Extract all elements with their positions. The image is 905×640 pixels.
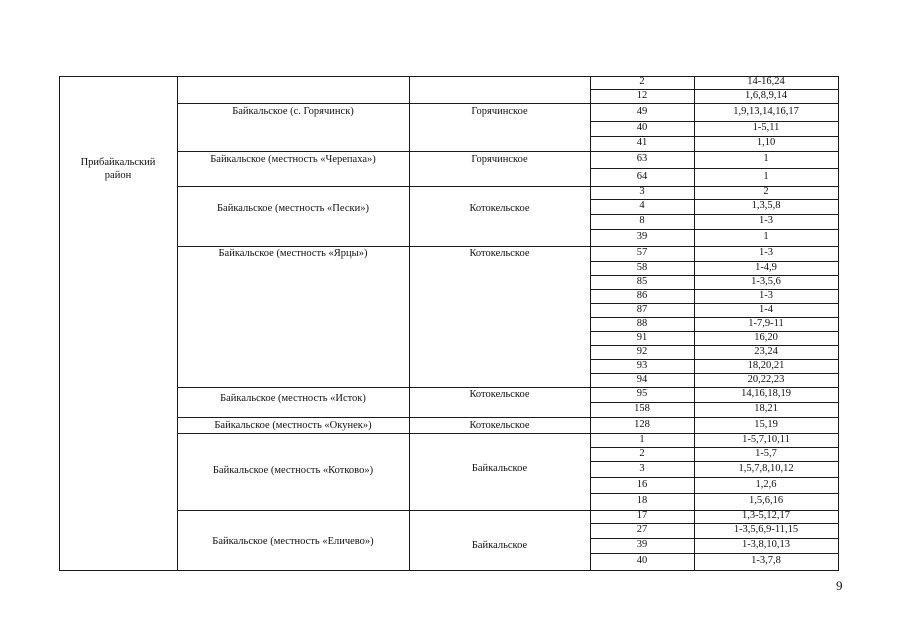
quarter-number: 16 [636, 479, 648, 490]
row-line [590, 168, 839, 169]
quarter-number: 64 [636, 171, 648, 182]
municipality-name: Котокельское [469, 248, 530, 259]
quarter-number: 4 [639, 200, 645, 211]
lot-numbers: 1,5,7,8,10,12 [738, 463, 794, 474]
lot-numbers: 1,5,6,16 [748, 495, 784, 506]
lot-numbers: 1-5,7 [755, 448, 777, 459]
settlement-name: Байкальское (местность «Черепаха») [210, 154, 376, 165]
quarter-number: 2 [639, 76, 645, 87]
row-line [590, 246, 839, 247]
row-line [590, 461, 839, 462]
table-bottom-border [59, 570, 839, 571]
quarter-number: 63 [636, 153, 648, 164]
municipality-name: Байкальское [471, 540, 528, 551]
quarter-number: 12 [636, 90, 648, 101]
row-line [590, 359, 839, 360]
municipality-name: Горячинское [471, 106, 528, 117]
lot-numbers: 18,20,21 [747, 360, 785, 371]
group-line [177, 186, 591, 187]
row-line [590, 417, 839, 418]
row-line [590, 89, 839, 90]
lot-numbers: 1-3 [759, 290, 773, 301]
lot-numbers: 18,21 [754, 403, 778, 414]
lot-numbers: 1,2,6 [755, 479, 777, 490]
quarter-number: 87 [636, 304, 648, 315]
row-line [590, 447, 839, 448]
row-line [590, 331, 839, 332]
group-line [177, 103, 591, 104]
lot-numbers: 1 [763, 153, 769, 164]
municipality-name: Байкальское [471, 463, 528, 474]
quarter-number: 92 [636, 346, 648, 357]
group-line [177, 510, 591, 511]
lot-numbers: 14,16,18,19 [741, 388, 791, 399]
row-line [590, 261, 839, 262]
settlement-name: Байкальское (местность «Исток) [220, 393, 366, 404]
row-line [590, 523, 839, 524]
settlement-name: Байкальское (с. Горячинск) [232, 106, 354, 117]
quarter-number: 2 [639, 448, 645, 459]
row-line [590, 387, 839, 388]
group-line [177, 151, 591, 152]
row-line [590, 103, 839, 104]
lot-numbers: 1-3 [759, 247, 773, 258]
page-number: 9 [836, 578, 843, 593]
quarter-number: 58 [636, 262, 648, 273]
lot-numbers: 1-3,5,6,9-11,15 [733, 524, 799, 535]
quarter-number: 41 [636, 137, 648, 148]
region-label: Прибайкальский район [80, 157, 156, 181]
quarter-number: 93 [636, 360, 648, 371]
lot-numbers: 16,20 [754, 332, 778, 343]
row-line [590, 477, 839, 478]
row-line [590, 214, 839, 215]
lot-numbers: 1-5,11 [752, 122, 780, 133]
lot-numbers: 2 [763, 186, 769, 197]
municipality-name: Котокельское [469, 420, 530, 431]
lot-numbers: 1 [763, 171, 769, 182]
row-line [590, 151, 839, 152]
quarter-number: 39 [636, 231, 648, 242]
row-line [590, 402, 839, 403]
lot-numbers: 1,10 [756, 137, 776, 148]
group-line [177, 417, 591, 418]
group-line [177, 387, 591, 388]
row-line [590, 553, 839, 554]
quarter-number: 27 [636, 524, 648, 535]
quarter-number: 17 [636, 510, 648, 521]
row-line [590, 493, 839, 494]
lot-numbers: 1-7,9-11 [748, 318, 784, 329]
lot-numbers: 1,3,5,8 [751, 200, 781, 211]
quarter-number: 57 [636, 247, 648, 258]
lot-numbers: 1-4,9 [755, 262, 777, 273]
row-line [590, 121, 839, 122]
row-line [590, 229, 839, 230]
settlement-name: Байкальское (местность «Пески») [217, 203, 369, 214]
lot-numbers: 1,3-5,12,17 [741, 510, 791, 521]
quarter-number: 158 [634, 403, 650, 414]
row-line [590, 136, 839, 137]
group-line [177, 433, 591, 434]
quarter-number: 40 [636, 122, 648, 133]
lot-numbers: 14-16,24 [747, 76, 785, 87]
row-line [590, 345, 839, 346]
lot-numbers: 1-3,8,10,13 [741, 539, 791, 550]
quarter-number: 49 [636, 106, 648, 117]
row-line [590, 303, 839, 304]
lot-numbers: 1,6,8,9,14 [745, 90, 787, 101]
row-line [590, 317, 839, 318]
lot-numbers: 1-5,7,10,11 [742, 434, 790, 445]
lot-numbers: 1-3,5,6 [751, 276, 781, 287]
lot-numbers: 23,24 [754, 346, 778, 357]
quarter-number: 86 [636, 290, 648, 301]
quarter-number: 128 [634, 419, 650, 430]
quarter-number: 40 [636, 555, 648, 566]
quarter-number: 88 [636, 318, 648, 329]
row-line [590, 289, 839, 290]
row-line [590, 433, 839, 434]
settlement-name: Байкальское (местность «Окунек») [214, 420, 372, 431]
quarter-number: 3 [639, 463, 645, 474]
municipality-name: Котокельское [469, 389, 530, 400]
lot-numbers: 1-3 [759, 215, 773, 226]
row-line [590, 538, 839, 539]
lot-numbers: 15,19 [754, 419, 778, 430]
group-line [177, 246, 591, 247]
row-line [590, 199, 839, 200]
municipality-name: Котокельское [469, 203, 530, 214]
quarter-number: 85 [636, 276, 648, 287]
settlement-name: Байкальское (местность «Котково») [212, 465, 374, 476]
quarter-number: 95 [636, 388, 648, 399]
municipality-name: Горячинское [471, 154, 528, 165]
quarter-number: 8 [639, 215, 645, 226]
lot-numbers: 1-4 [759, 304, 773, 315]
quarter-number: 1 [639, 434, 645, 445]
column-border-0 [59, 76, 60, 571]
lot-numbers: 1,9,13,14,16,17 [733, 106, 799, 117]
quarter-number: 39 [636, 539, 648, 550]
quarter-number: 91 [636, 332, 648, 343]
quarter-number: 18 [636, 495, 648, 506]
settlement-name: Байкальское (местность «Ярцы») [218, 248, 368, 259]
lot-numbers: 1 [763, 231, 769, 242]
row-line [590, 373, 839, 374]
row-line [590, 275, 839, 276]
lot-numbers: 1-3,7,8 [751, 555, 781, 566]
lot-numbers: 20,22,23 [747, 374, 785, 385]
quarter-number: 94 [636, 374, 648, 385]
settlement-name: Байкальское (местность «Еличево») [212, 536, 374, 547]
quarter-number: 3 [639, 186, 645, 197]
